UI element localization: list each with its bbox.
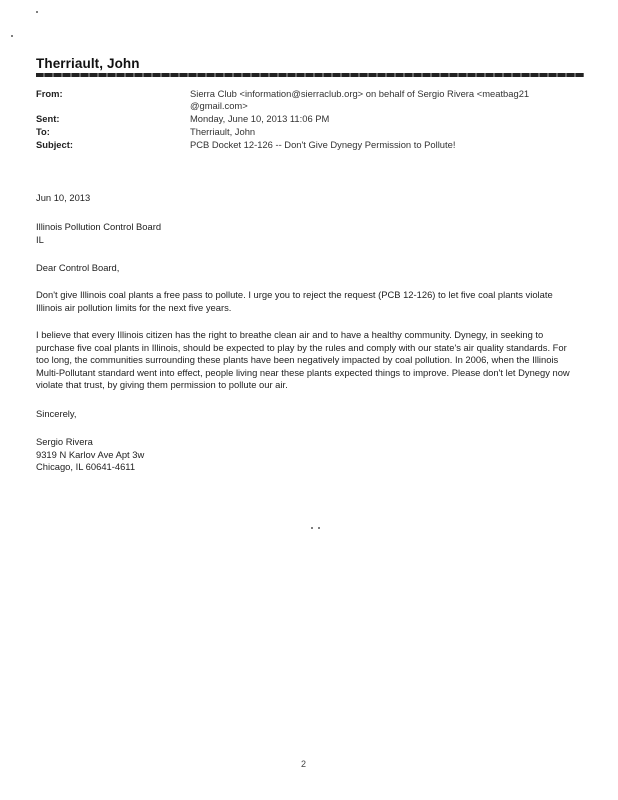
email-header — [36, 88, 596, 158]
sent-value: Monday, June 10, 2013 11:06 PM — [190, 113, 330, 124]
signer-name: Sergio Rivera — [36, 436, 93, 447]
from-label: From: — [36, 88, 63, 99]
scan-speck — [318, 527, 320, 529]
to-value: Therriault, John — [190, 126, 256, 137]
scan-speck — [11, 35, 13, 37]
signature-block — [36, 436, 576, 474]
recipient-block — [36, 221, 576, 246]
salutation: Dear Control Board, — [36, 262, 120, 273]
letter-date: Jun 10, 2013 — [36, 192, 91, 203]
page-number: 2 — [301, 759, 307, 769]
from-value-continued: @gmail.com> — [190, 100, 248, 111]
scan-speck — [36, 11, 38, 13]
recipient-line: Illinois Pollution Control Board — [36, 221, 162, 232]
signer-address: Chicago, IL 60641-4611 — [36, 461, 136, 473]
paragraph: I believe that every Illinois citizen has the right to breathe clean air and to have a healthy community. Dynegy, in seeking to purchase five coal plants in Illinois, should be expected to play by the rules and comply with our state's air quality standards. For too long, the communities surrounding these plants have been negatively impacted by coal pollution. In 2006, when the Illinois Multi-Pollutant standard went into effect, people living near these plants expected things to improve. Please don't let Dynegy now violate that trust, by giving them permission to pollute our air. — [36, 329, 570, 391]
mailbox-owner-name: Therriault, John — [36, 56, 140, 71]
subject-value: PCB Docket 12-126 -- Don't Give Dynegy Permission to Pollute! — [190, 139, 456, 150]
to-label: To: — [36, 126, 50, 137]
paragraph: Don't give Illinois coal plants a free pass to pollute. I urge you to reject the request (PCB 12-126) to let five coal plants violate Illinois air pollution limits for the next five years. — [36, 289, 553, 313]
closing: Sincerely, — [36, 408, 77, 419]
from-value: Sierra Club <information@sierraclub.org> on behalf of Sergio Rivera <meatbag21 — [190, 88, 530, 99]
subject-label: Subject: — [36, 139, 73, 150]
recipient-line: IL — [36, 233, 44, 245]
scan-speck — [311, 527, 313, 529]
signer-address: 9319 N Karlov Ave Apt 3w — [36, 448, 145, 460]
sent-label: Sent: — [36, 113, 60, 124]
header-divider — [36, 73, 584, 77]
